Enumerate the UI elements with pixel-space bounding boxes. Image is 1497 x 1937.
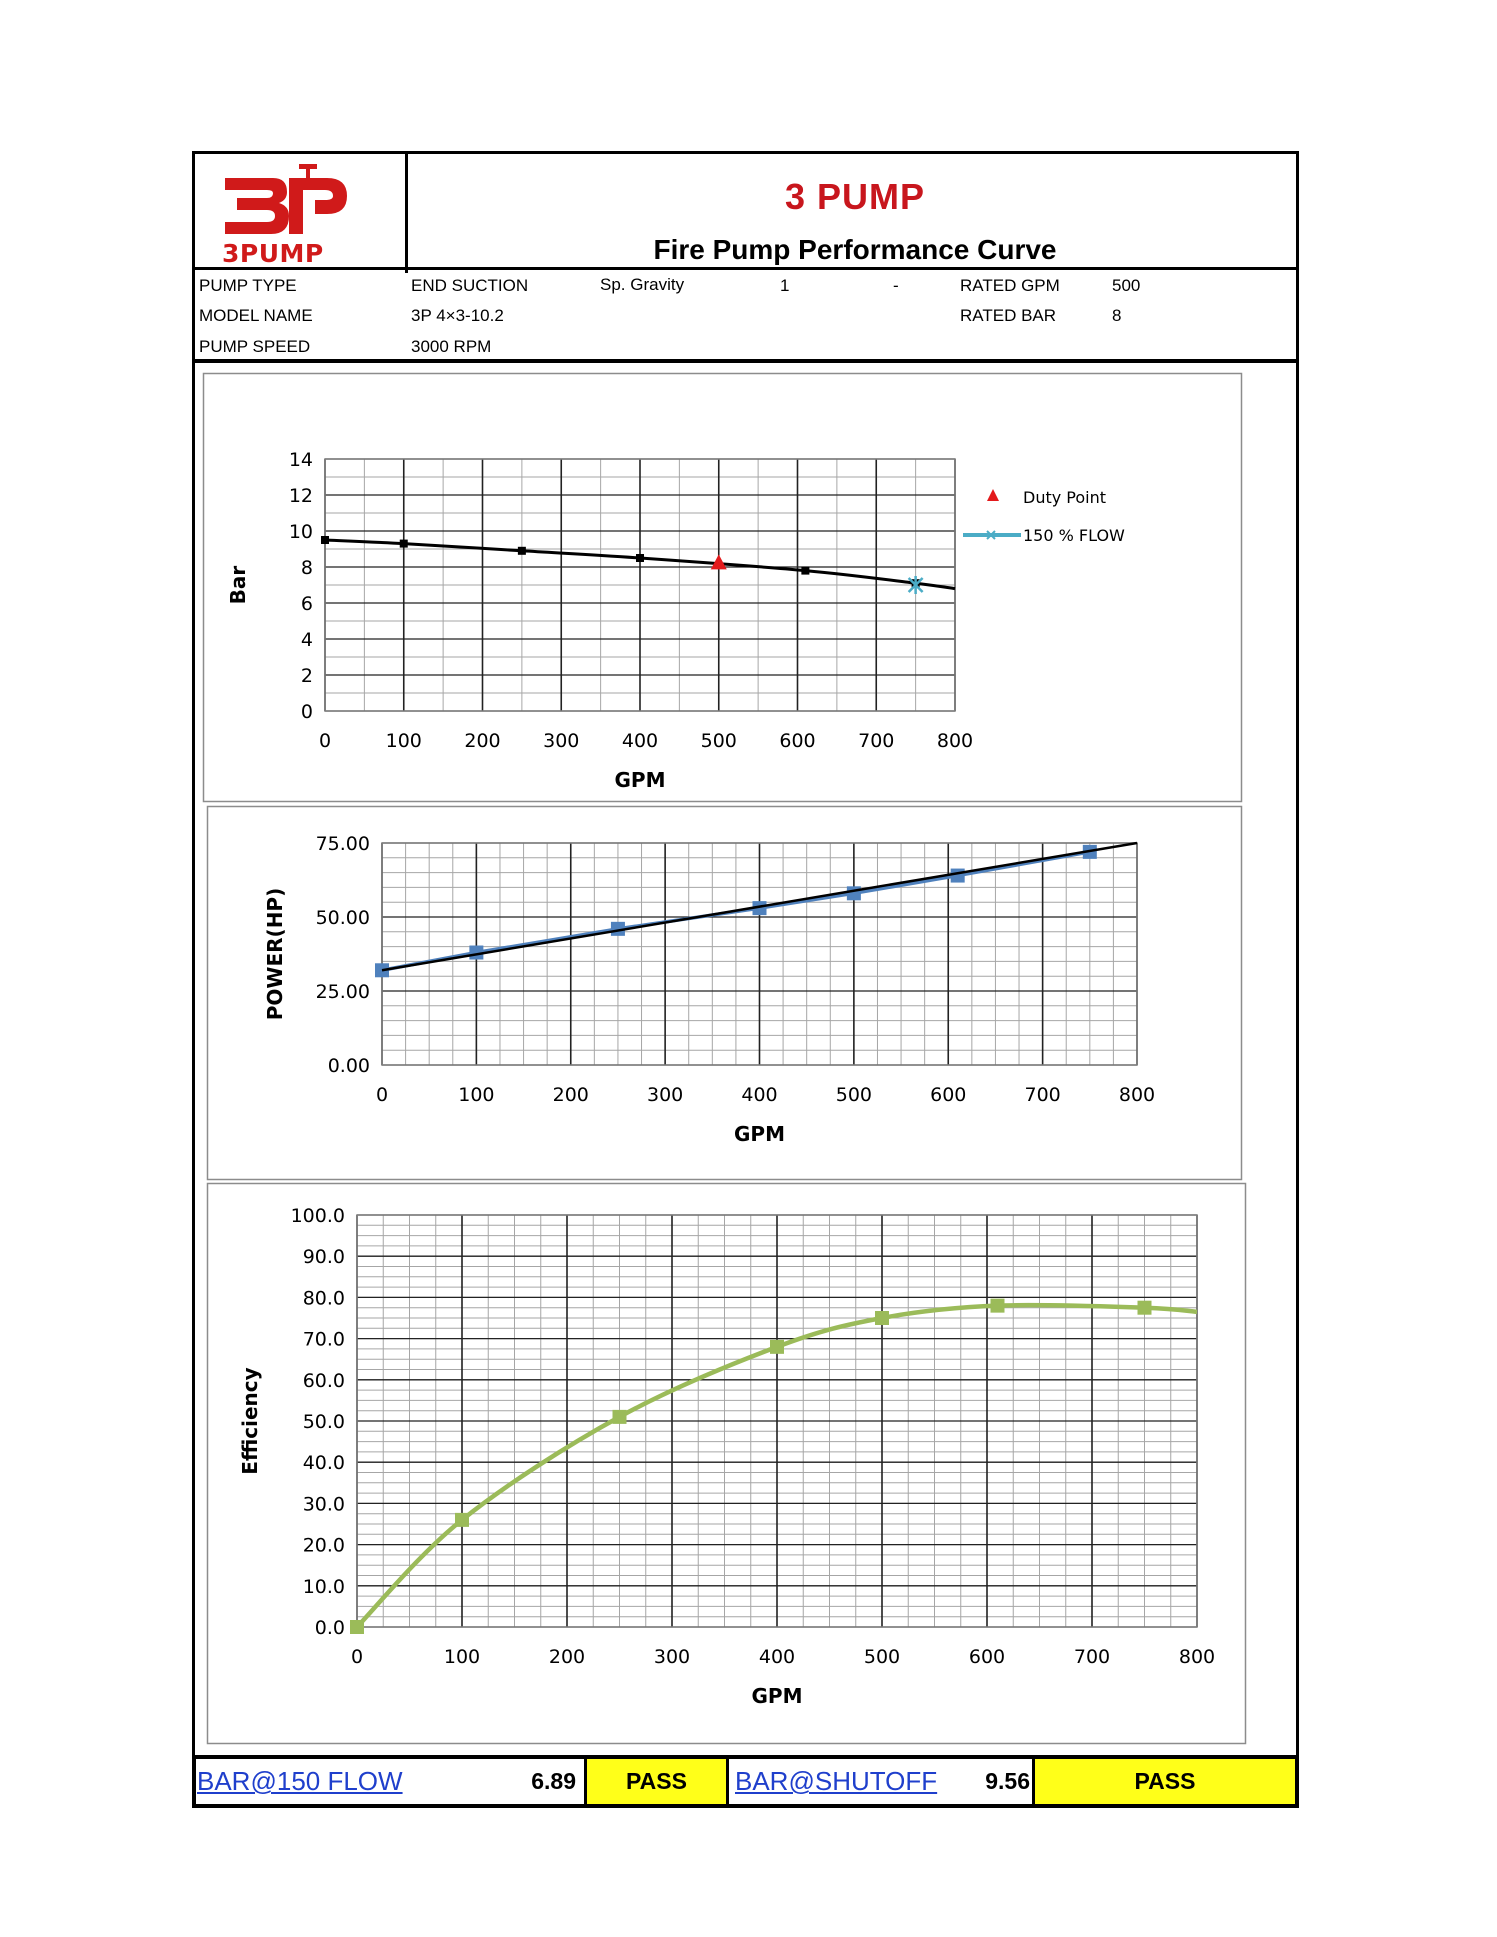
efficiency-x-tick-label: 400 <box>758 1646 796 1668</box>
efficiency-x-tick-label: 800 <box>1178 1646 1216 1668</box>
power-x-tick-label: 400 <box>741 1084 778 1106</box>
bar-shutoff-status: PASS <box>1032 1759 1295 1804</box>
bar-150-flow-status: PASS <box>584 1759 729 1804</box>
efficiency-x-tick-label: 600 <box>968 1646 1006 1668</box>
head-chart <box>203 373 1243 803</box>
bar-150-flow-link[interactable]: BAR@150 FLOW <box>197 1766 403 1796</box>
efficiency-y-tick-label: 0.0 <box>314 1617 345 1639</box>
power-data-point <box>951 869 965 883</box>
efficiency-y-tick-label: 60.0 <box>302 1369 345 1392</box>
rated-gpm-value: 500 <box>1112 276 1141 295</box>
efficiency-data-point <box>613 1410 627 1424</box>
efficiency-y-tick-label: 20.0 <box>302 1534 345 1557</box>
power-x-tick-label: 500 <box>835 1084 873 1106</box>
legend-label: 150 % FLOW <box>1023 526 1125 545</box>
head-x-tick-label: 0 <box>318 730 332 752</box>
3p-logo-icon <box>223 162 363 242</box>
legend-label: Duty Point <box>1023 488 1107 507</box>
head-data-point <box>321 536 329 544</box>
efficiency-x-tick-label: 300 <box>653 1646 691 1668</box>
head-x-tick-label: 400 <box>621 730 659 752</box>
head-data-point <box>518 547 526 555</box>
head-y-tick-label: 8 <box>300 557 313 579</box>
bar-150-flow-value: 6.89 <box>531 1768 576 1794</box>
charts-frame <box>192 363 1299 1760</box>
power-x-tick-label: 700 <box>1024 1084 1061 1106</box>
efficiency-y-tick-label: 100.0 <box>290 1205 345 1227</box>
head-data-point <box>801 567 809 575</box>
sp-gravity-label: Sp. Gravity <box>600 275 685 294</box>
logo-box <box>195 154 408 273</box>
efficiency-y-tick-label: 90.0 <box>302 1246 345 1269</box>
head-data-point <box>400 540 408 548</box>
header <box>192 151 1299 270</box>
efficiency-y-tick-label: 30.0 <box>302 1493 345 1516</box>
rated-bar-value: 8 <box>1112 306 1122 325</box>
efficiency-x-tick-label: 500 <box>863 1646 901 1668</box>
efficiency-y-tick-label: 50.0 <box>302 1411 345 1433</box>
power-x-tick-label: 800 <box>1118 1084 1156 1106</box>
efficiency-x-tick-label: 0 <box>350 1646 364 1668</box>
pump-type-value: END SUCTION <box>411 276 529 295</box>
efficiency-y-tick-label: 70.0 <box>302 1328 345 1351</box>
model-name-label: MODEL NAME <box>199 306 313 325</box>
efficiency-data-point <box>350 1620 364 1634</box>
head-x-tick-label: 500 <box>700 730 737 752</box>
efficiency-data-point <box>455 1513 469 1527</box>
pump-speed-value: 3000 RPM <box>411 337 492 356</box>
efficiency-chart <box>207 1183 1247 1743</box>
head-x-tick-label: 600 <box>779 730 816 752</box>
head-y-tick-label: 12 <box>288 485 313 507</box>
power-y-tick-label: 50.00 <box>315 907 370 929</box>
power-y-tick-label: 25.00 <box>315 981 370 1003</box>
power-x-tick-label: 200 <box>552 1084 589 1106</box>
power-x-tick-label: 300 <box>646 1084 684 1106</box>
bar-shutoff-link[interactable]: BAR@SHUTOFF <box>735 1766 938 1796</box>
head-y-tick-label: 10 <box>288 521 313 543</box>
efficiency-y-tick-label: 10.0 <box>302 1575 345 1598</box>
sp-gravity-value: 1 <box>780 276 790 295</box>
page-subtitle: Fire Pump Performance Curve <box>653 234 1057 265</box>
head-x-tick-label: 800 <box>936 730 974 752</box>
head-x-tick-label: 100 <box>385 730 422 752</box>
efficiency-y-axis-label: Efficiency <box>238 1367 262 1475</box>
head-y-tick-label: 0 <box>300 701 313 723</box>
logo-text: 3PUMP <box>222 239 324 268</box>
power-chart <box>207 806 1243 1181</box>
head-y-tick-label: 14 <box>288 449 313 471</box>
performance-sheet <box>192 151 1299 1808</box>
efficiency-x-tick-label: 700 <box>1073 1646 1111 1668</box>
power-x-tick-label: 100 <box>458 1084 495 1106</box>
power-y-tick-label: 75.00 <box>315 833 370 855</box>
pump-speed-label: PUMP SPEED <box>199 337 311 356</box>
rated-gpm-label: RATED GPM <box>960 276 1060 295</box>
head-y-tick-label: 6 <box>300 593 313 615</box>
head-x-tick-label: 700 <box>858 730 895 752</box>
company-title: 3 PUMP <box>784 176 926 217</box>
efficiency-x-tick-label: 100 <box>443 1646 481 1668</box>
head-y-axis-label: Bar <box>226 565 250 605</box>
power-x-axis-label: GPM <box>734 1122 785 1146</box>
head-data-point <box>636 554 644 562</box>
head-x-axis-label: GPM <box>614 768 666 792</box>
footer-results <box>192 1755 1299 1808</box>
power-x-tick-label: 600 <box>930 1084 967 1106</box>
efficiency-data-point <box>770 1340 784 1354</box>
efficiency-data-point <box>875 1311 889 1325</box>
power-y-tick-label: 0.00 <box>327 1055 370 1077</box>
efficiency-x-axis-label: GPM <box>751 1684 803 1708</box>
efficiency-y-tick-label: 80.0 <box>302 1287 345 1310</box>
sp-gravity-unit: - <box>893 276 899 295</box>
pump-specs <box>192 270 1299 363</box>
head-x-tick-label: 300 <box>543 730 580 752</box>
efficiency-data-point <box>991 1299 1005 1313</box>
head-y-tick-label: 2 <box>300 665 313 687</box>
power-x-tick-label: 0 <box>375 1084 389 1106</box>
model-name-value: 3P 4×3-10.2 <box>411 306 504 325</box>
power-data-point <box>847 886 861 900</box>
head-x-tick-label: 200 <box>464 730 501 752</box>
head-y-tick-label: 4 <box>300 629 313 651</box>
rated-bar-label: RATED BAR <box>960 306 1057 325</box>
pump-type-label: PUMP TYPE <box>199 276 297 295</box>
efficiency-data-point <box>1138 1301 1152 1315</box>
power-y-axis-label: POWER(HP) <box>263 887 287 1021</box>
efficiency-x-tick-label: 200 <box>548 1646 586 1668</box>
efficiency-y-tick-label: 40.0 <box>302 1452 345 1475</box>
bar-shutoff-value: 9.56 <box>985 1768 1030 1794</box>
